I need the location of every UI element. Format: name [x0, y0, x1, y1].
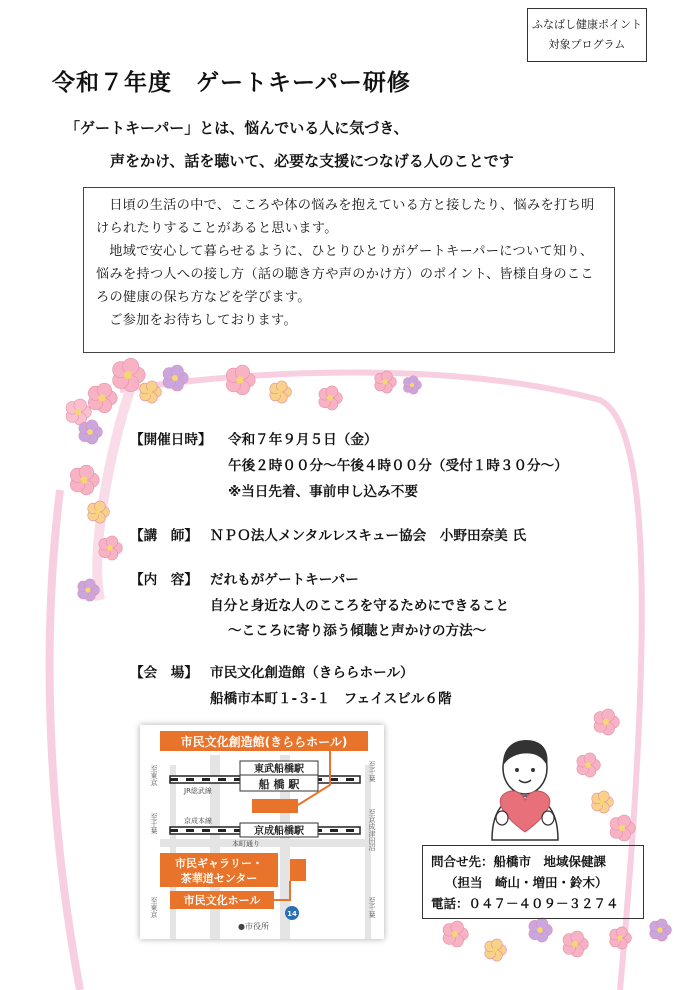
contact-line: 問合せ先：船橋市 地域保健課 — [431, 854, 607, 869]
honcho-text: 本町通り — [232, 840, 260, 848]
hall-text: 市民文化ホール — [183, 894, 261, 907]
contact-line: （担当 崎山・増田・鈴木） — [445, 875, 608, 890]
flower-icon — [608, 814, 636, 842]
tobu-station-text: 東武船橋駅 — [254, 764, 304, 775]
address-line: 船橋市本町１-３-１ フェイスビル６階 — [210, 691, 452, 707]
route-number: 14 — [287, 910, 297, 918]
direction-text: 至京成津田沼 — [368, 809, 376, 851]
map-graphic — [140, 725, 384, 939]
flower-icon — [224, 364, 256, 396]
gallery-text-2: 茶華道センター — [180, 872, 258, 885]
direction-text: 至千葉 — [150, 813, 158, 834]
flower-icon — [483, 938, 507, 962]
gallery-text-1: 市民ギャラリー・ — [175, 857, 263, 870]
contact-phone: 電話：０４７－４０９－３２７４ — [431, 896, 619, 911]
content-line: 自分と身近な人のこころを守るためにできること — [210, 598, 510, 614]
date-line: 令和７年９月５日（金） — [228, 432, 378, 448]
keisei-station-text: 京成船橋駅 — [254, 826, 304, 837]
direction-text: 至千葉 — [368, 897, 376, 918]
lecturer-value: ＮＰＯ法人メンタルレスキュー協会 小野田奈美 氏 — [210, 528, 527, 544]
flower-icon — [268, 380, 292, 404]
jr-line-text: JR総武線 — [184, 787, 212, 795]
venue-label: 【会 場】 — [130, 665, 198, 681]
page-title: 令和７年度 ゲートキーパー研修 — [52, 70, 411, 96]
flower-icon — [76, 578, 100, 602]
lecturer-label: 【講 師】 — [130, 528, 198, 544]
map-road — [170, 765, 176, 939]
date-label: 【開催日時】 — [130, 432, 212, 448]
keisei-line-text: 京成本線 — [184, 817, 212, 825]
map-road — [160, 839, 370, 847]
direction-text: 至東京 — [150, 765, 158, 786]
city-hall-text: ●市役所 — [238, 922, 269, 931]
badge-line2: 対象プログラム — [548, 38, 626, 51]
definition-line2: 声をかけ、話を聴いて、必要な支援につなげる人のことです — [110, 152, 514, 170]
gallery-building — [290, 859, 306, 881]
flower-icon — [402, 375, 422, 395]
venue-building — [252, 799, 298, 813]
content-line: だれもがゲートキーパー — [210, 572, 359, 588]
direction-text: 至千葉 — [368, 761, 376, 782]
flower-icon — [608, 926, 632, 950]
flower-icon — [648, 918, 672, 942]
flower-icon — [86, 500, 110, 524]
intro-paragraph: ご参加をお待ちしております。 — [109, 313, 297, 328]
venue-line: 市民文化創造館（きららホール） — [210, 665, 414, 681]
direction-text: 至東京 — [150, 897, 158, 918]
content-label: 【内 容】 — [130, 572, 198, 588]
intro-paragraph: 地域で安心して暮らせるように、ひとりひとりがゲートキーパーについて知り、悩みを持つ人への接し方（話の聴き方や声のかけ方）のポイント、皆様自身のこころの健康の保ち方などを学びます。 — [96, 244, 594, 305]
flower-icon — [97, 535, 123, 561]
flower-icon — [317, 385, 343, 411]
flower-icon — [68, 464, 100, 496]
content-line: ～こころに寄り添う傾聴と声かけの方法～ — [228, 623, 487, 639]
flower-icon — [592, 708, 620, 736]
flower-icon — [590, 790, 614, 814]
flower-icon — [441, 920, 469, 948]
person-heart-illustration — [470, 722, 580, 842]
badge-line1: ふなばし健康ポイント — [532, 18, 642, 31]
definition-line1: 「ゲートキーパー」とは、悩んでいる人に気づき、 — [65, 119, 409, 137]
contact-box — [422, 845, 644, 919]
flower-icon — [77, 419, 103, 445]
flower-icon — [138, 380, 162, 404]
flower-icon — [527, 917, 553, 943]
flower-icon — [161, 364, 189, 392]
intro-paragraph: 日頃の生活の中で、こころや体の悩みを抱えている方と接したり、悩みを打ち明けられたりすることがあると思います。 — [96, 198, 595, 236]
intro-box — [83, 187, 615, 353]
funabashi-station-text: 船 橋 駅 — [258, 778, 300, 791]
access-map — [140, 725, 384, 939]
notice-line: ※当日先着、事前申し込み不要 — [228, 484, 418, 500]
time-line: 午後２時００分～午後４時００分（受付１時３０分～） — [228, 458, 568, 474]
flower-icon — [373, 370, 397, 394]
flower-icon — [561, 930, 589, 958]
map-venue-text: 市民文化創造館(きららホール) — [180, 735, 348, 749]
health-point-badge — [527, 8, 647, 62]
